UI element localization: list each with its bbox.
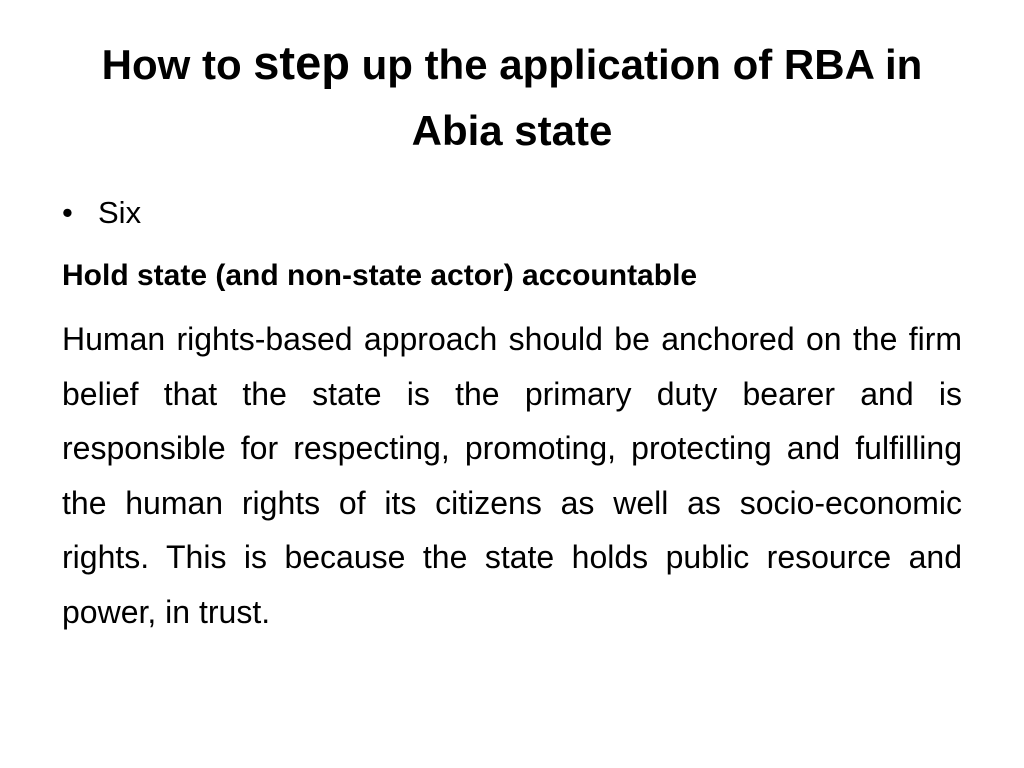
bullet-item <box>62 188 962 238</box>
section-heading: Hold state (and non-state actor) accountable <box>62 259 698 292</box>
body-paragraph: Human rights-based approach should be anchored on the firm belief that the state is the primary duty bearer and is responsible for respecting, promoting, protecting and fulfilling the human rights of its citizens as well as socio-economic rights. This is because the state holds public resource and power, in trust. <box>62 321 962 630</box>
bullet-icon: • <box>62 195 73 230</box>
title-emphasis: step <box>253 36 350 89</box>
title-part-1: How to <box>101 41 254 88</box>
bullet-text: Six <box>98 195 142 230</box>
title-part-2: up the application of RBA in Abia state <box>349 41 923 154</box>
slide-content <box>62 188 962 639</box>
slide-title <box>60 30 964 164</box>
